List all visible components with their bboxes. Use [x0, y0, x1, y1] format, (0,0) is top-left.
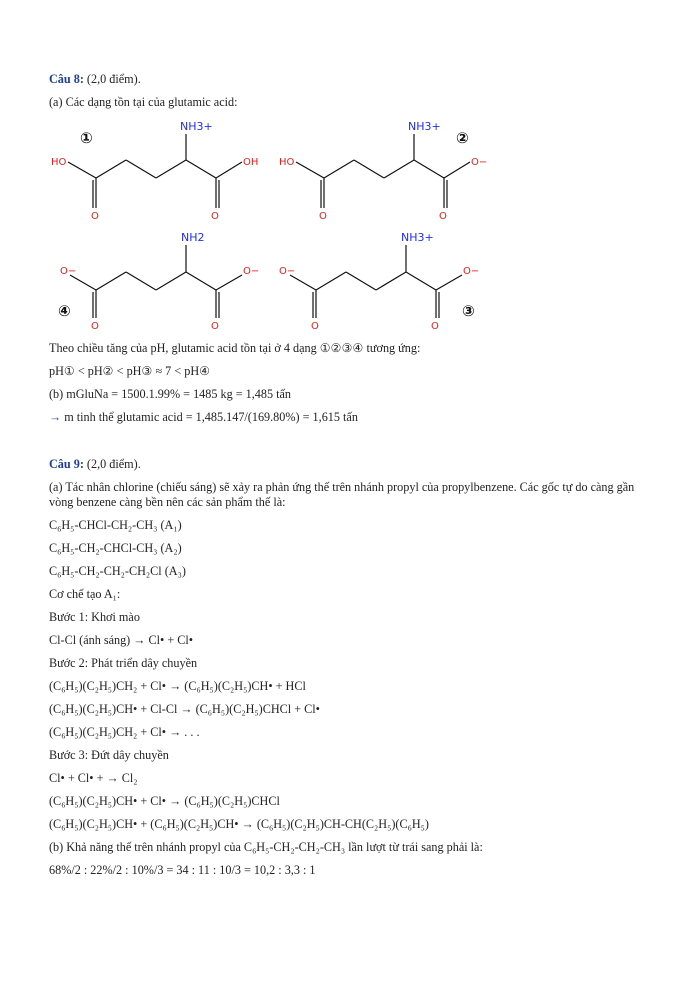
structure-2-number: ②: [456, 129, 469, 147]
q9-a-intro: (a) Tác nhân chlorine (chiếu sáng) sẽ xảy ra phản ứng thế trên nhánh propyl của propylbenzene. Các gốc tự do càng gần vòng benzene càng bền nên các sản phẩm thế là:: [49, 480, 635, 509]
q9-line-13: (C₆H₅)(C₂H₅)CH• + Cl• → (C₆H₅)(C₂H₅)CHCl: [49, 794, 280, 808]
structure-4-number: ④: [58, 302, 71, 320]
q9-line-3: C₆H₅-CH₂-CH₂-CH₂Cl (A₃): [49, 564, 186, 578]
structure-4-o-right: O: [211, 321, 219, 332]
structure-4: [58, 231, 259, 332]
q9-line-4: Cơ chế tạo A₁:: [49, 587, 121, 601]
structure-3-number: ③: [462, 302, 475, 320]
q8-points: (2,0 điểm).: [83, 72, 141, 86]
q8-ph-order-text: Theo chiều tăng của pH, glutamic acid tồn tại ở 4 dạng ①②③④ tương ứng:: [49, 341, 421, 355]
structure-3-amine: NH3+: [401, 231, 434, 244]
structure-4-amine: NH2: [181, 231, 205, 244]
q9-line-16: 68%/2 : 22%/2 : 10%/3 = 34 : 11 : 10/3 = 10,2 : 3,3 : 1: [49, 863, 316, 877]
q9-heading: [49, 457, 141, 472]
q8-b-line: (b) mGluNa = 1500.1.99% = 1485 kg = 1,485 tấn: [49, 387, 292, 401]
structure-3-o-left: O: [311, 321, 319, 332]
q8-label: Câu 8:: [49, 72, 84, 86]
structure-3-o-right: O: [431, 321, 439, 332]
q9-line-2: C₆H₅-CH₂-CHCl-CH₃ (A₂): [49, 541, 182, 555]
structure-1-amine: NH3+: [180, 120, 213, 133]
q9-line-5: Bước 1: Khơi mào: [49, 610, 140, 624]
q8-result-text: m tinh thể glutamic acid = 1,485.147/(169.80%) = 1,615 tấn: [61, 410, 358, 424]
structure-4-left-group: O−: [60, 266, 77, 277]
structure-1-o-right: O: [211, 211, 219, 222]
structure-3-right-group: O−: [463, 266, 480, 277]
structure-3-left-group: O−: [279, 266, 296, 277]
q9-line-12: Cl• + Cl• + → Cl₂: [49, 771, 138, 785]
q9-line-1: C₆H₅-CHCl-CH₂-CH₃ (A₁): [49, 518, 182, 532]
q9-line-11: Bước 3: Đứt dây chuyền: [49, 748, 169, 762]
q8-ph-relation: pH① < pH② < pH③ ≈ 7 < pH④: [49, 364, 211, 378]
q8-a-intro: (a) Các dạng tồn tại của glutamic acid:: [49, 95, 238, 109]
q9-line-14: (C₆H₅)(C₂H₅)CH• + (C₆H₅)(C₂H₅)CH• → (C₆H₅)(C₂H₅)CH-CH(C₂H₅)(C₆H₅): [49, 817, 429, 831]
q9-line-10: (C₆H₅)(C₂H₅)CH₂ + Cl• → . . .: [49, 725, 200, 739]
q9-line-6: Cl-Cl (ánh sáng) → Cl• + Cl•: [49, 633, 194, 647]
q9-line-15: (b) Khả năng thế trên nhánh propyl của C₆H₅-CH₂-CH₂-CH₃ lần lượt từ trái sang phải là:: [49, 840, 483, 854]
arrow-icon: →: [49, 410, 62, 424]
q9-line-9: (C₆H₅)(C₂H₅)CH• + Cl-Cl → (C₆H₅)(C₂H₅)CHCl + Cl•: [49, 702, 320, 716]
structure-2-o-right: O: [439, 211, 447, 222]
structure-1-number: ①: [80, 129, 93, 147]
structure-1-right-group: OH: [243, 157, 259, 168]
structure-4-o-left: O: [91, 321, 99, 332]
structure-2: [279, 120, 487, 222]
glutamic-acid-structures: [0, 110, 694, 340]
q9-label: Câu 9:: [49, 457, 84, 471]
structure-1-o-left: O: [91, 211, 99, 222]
structure-2-o-left: O: [319, 211, 327, 222]
structure-2-amine: NH3+: [408, 120, 441, 133]
structure-1-left-group: HO: [51, 157, 67, 168]
q9-line-8: (C₆H₅)(C₂H₅)CH₂ + Cl• → (C₆H₅)(C₂H₅)CH• + HCl: [49, 679, 306, 693]
q8-heading: [49, 72, 141, 87]
structure-3: [279, 231, 479, 332]
structure-4-right-group: O−: [243, 266, 260, 277]
structure-2-left-group: HO: [279, 157, 295, 168]
q8-result: [49, 410, 358, 425]
q9-points: (2,0 điểm).: [83, 457, 141, 471]
structure-2-right-group: O−: [471, 157, 488, 168]
q9-line-7: Bước 2: Phát triển dây chuyền: [49, 656, 198, 670]
structure-1: [51, 120, 258, 222]
